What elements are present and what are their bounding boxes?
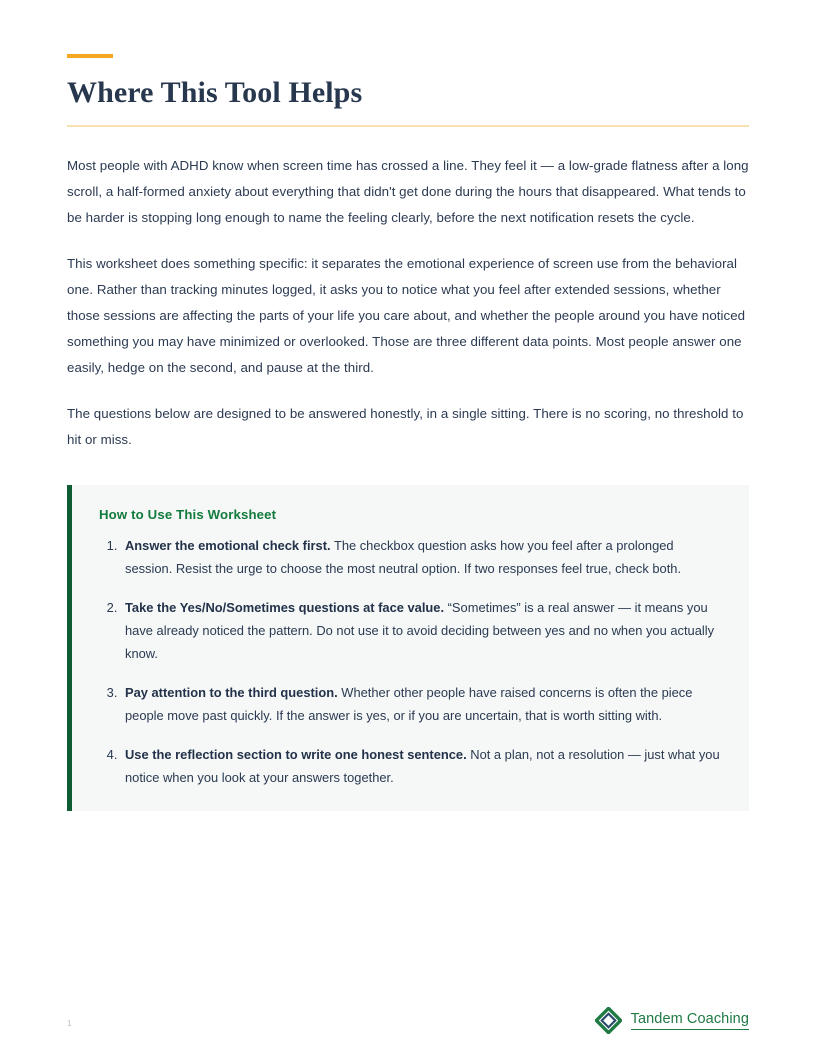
how-to-use-callout: [67, 485, 749, 811]
list-item-rest: Not a plan, not a resolution — just what you notice when you look at your answers together.: [125, 746, 720, 785]
title-divider: [67, 125, 749, 127]
intro-paragraph-3: The questions below are designed to be answered honestly, in a single sitting. There is no scoring, no threshold to hit or miss.: [67, 405, 744, 447]
brand-name: Tandem Coaching: [631, 1011, 749, 1030]
list-item-lead: Take the Yes/No/Sometimes questions at face value.: [125, 599, 445, 615]
page-content: [67, 0, 749, 811]
page-footer: [0, 1000, 816, 1034]
list-item: [121, 596, 721, 665]
tandem-diamond-icon: [595, 1007, 622, 1034]
list-item-rest: The checkbox question asks how you feel after a prolonged session. Resist the urge to choose the most neutral option. If two responses feel true, check both.: [125, 537, 682, 576]
list-item: [121, 681, 721, 727]
callout-instruction-list: [99, 534, 721, 789]
callout-heading: How to Use This Worksheet: [99, 506, 277, 522]
list-item-rest: Whether other people have raised concerns is often the piece people move past quickly. If the answer is yes, or if you are uncertain, that is worth sitting with.: [125, 684, 693, 723]
accent-bar: [67, 54, 113, 58]
intro-paragraph-1: Most people with ADHD know when screen time has crossed a line. They feel it — a low-grade flatness after a long scroll, a half-formed anxiety about everything that didn't get done during the hours that disappeared. What tends to be harder is stopping long enough to name the feeling clearly, before the next notification resets the cycle.: [67, 157, 749, 225]
list-item-lead: Pay attention to the third question.: [125, 684, 338, 700]
list-item: [121, 743, 721, 789]
list-item-rest: “Sometimes” is a real answer — it means you have already noticed the pattern. Do not use it to avoid deciding between yes and no when you actually know.: [125, 599, 715, 661]
page-number: 1: [67, 1019, 72, 1028]
brand-logo: [595, 1007, 749, 1034]
list-item: [121, 534, 721, 580]
intro-paragraph-2: This worksheet does something specific: it separates the emotional experience of screen use from the behavioral one. Rather than tracking minutes logged, it asks you to notice what you feel after extended sessions, whether those sessions are affecting the parts of your life you care about, and whether the people around you have noticed something you may have minimized or overlooked. Those are three different data points. Most people answer one easily, hedge on the second, and pause at the third.: [67, 255, 746, 375]
list-item-lead: Answer the emotional check first.: [125, 537, 331, 553]
list-item-lead: Use the reflection section to write one honest sentence.: [125, 746, 467, 762]
page-title: Where This Tool Helps: [67, 76, 363, 109]
